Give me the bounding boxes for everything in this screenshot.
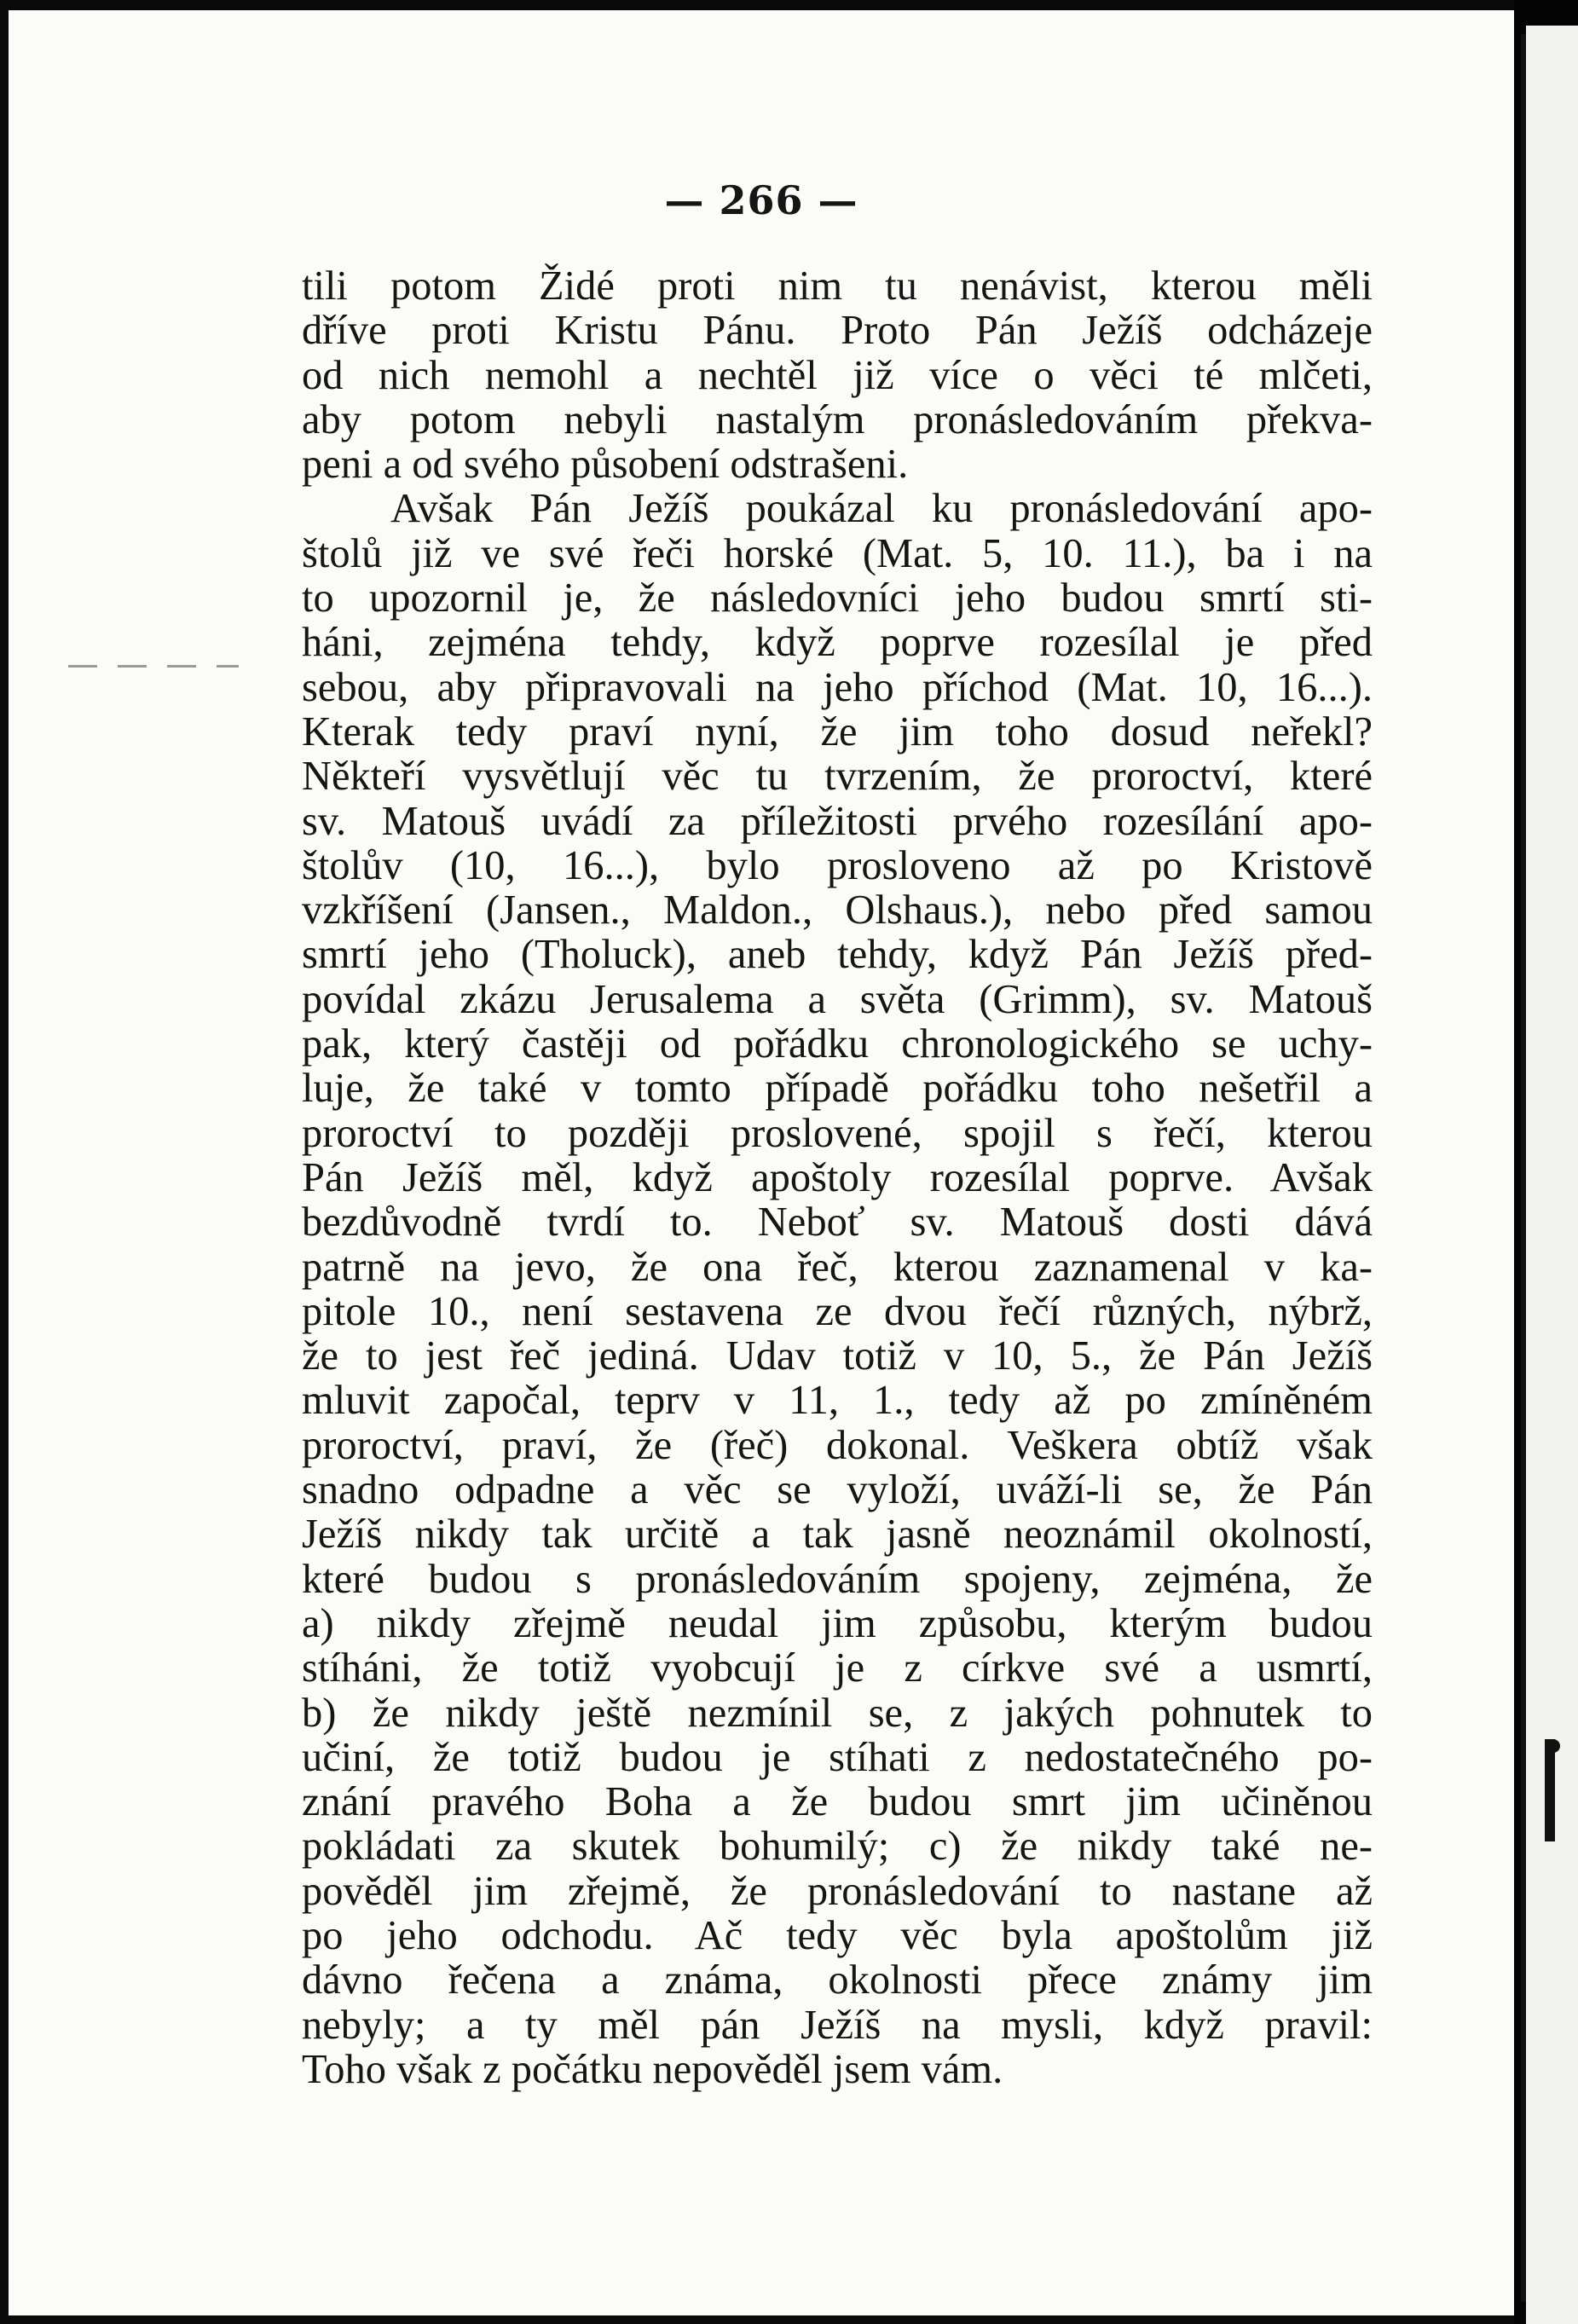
text-line: bezdůvodně tvrdí to. Neboť sv. Matouš dosti dává: [302, 1200, 1373, 1246]
text-line: štolů již ve své řeči horské (Mat. 5, 10. 11.), ba i na: [302, 530, 1373, 576]
text-line: učiní, že totiž budou je stíhati z nedostatečného po-: [302, 1734, 1373, 1780]
text-line: mluvit započal, teprv v 11, 1., tedy až po zmíněném: [302, 1378, 1373, 1424]
text-line: háni, zejména tehdy, když poprve rozesílal je před: [302, 620, 1373, 666]
text-line: znání pravého Boha a že budou smrt jim učiněnou: [302, 1779, 1373, 1825]
text-line: pitole 10., není sestavena ze dvou řečí různých, nýbrž,: [302, 1288, 1373, 1334]
text-line: Někteří vysvětlují věc tu tvrzením, že proroctví, které: [302, 754, 1373, 800]
text-line: že to jest řeč jediná. Udav totiž v 10, 5., že Pán Ježíš: [302, 1333, 1373, 1379]
text-line: po jeho odchodu. Ač tedy věc byla apoštolům již: [302, 1912, 1373, 1958]
adjacent-page-edge: [1526, 26, 1578, 2324]
page-number: — 266 —: [664, 177, 858, 223]
text-line: štolův (10, 16...), bylo prosloveno až po Kristově: [302, 842, 1373, 888]
text-line: peni a od svého působení odstrašeni.: [302, 442, 909, 488]
text-line: smrtí jeho (Tholuck), aneb tehdy, když Pán Ježíš před-: [302, 932, 1373, 978]
text-line: Toho však z počátku nepověděl jsem vám.: [302, 2046, 1003, 2092]
text-line: b) že nikdy ještě nezmínil se, z jakých pohnutek to: [302, 1690, 1373, 1736]
text-line: sv. Matouš uvádí za příležitosti prvého rozesílání apo-: [302, 798, 1373, 844]
page-gutter-line: [1521, 34, 1526, 2302]
text-line: nebyly; a ty měl pán Ježíš na mysli, když pravil:: [302, 2002, 1373, 2048]
text-line: Pán Ježíš měl, když apoštoly rozesílal poprve. Avšak: [302, 1154, 1373, 1200]
text-line: Ježíš nikdy tak určitě a tak jasně neoznámil okolností,: [302, 1512, 1373, 1558]
text-line: a) nikdy zřejmě neudal jim způsobu, kterým budou: [302, 1600, 1373, 1646]
text-line: Avšak Pán Ježíš poukázal ku pronásledování apo-: [390, 486, 1373, 532]
text-line: pověděl jim zřejmě, že pronásledování to nastane až: [302, 1868, 1373, 1914]
text-line: povídal zkázu Jerusalema a světa (Grimm), sv. Matouš: [302, 976, 1373, 1022]
book-page: [9, 10, 1514, 2315]
text-line: pak, který častěji od pořádku chronologického se uchy-: [302, 1021, 1373, 1067]
text-line: Kterak tedy praví nyní, že jim toho dosud neřekl?: [302, 708, 1373, 754]
text-line: pokládati za skutek bohumilý; c) že nikdy také ne-: [302, 1824, 1373, 1870]
text-line: aby potom nebyli nastalým pronásledováním překva-: [302, 396, 1373, 442]
text-line: luje, že také v tomto případě pořádku toho nešetřil a: [302, 1066, 1373, 1112]
text-line: dávno řečena a známa, okolnosti přece známy jim: [302, 1957, 1373, 2003]
text-line: proroctví to později proslovené, spojil s řečí, kterou: [302, 1110, 1373, 1156]
text-line: to upozornil je, že následovníci jeho budou smrtí sti-: [302, 575, 1373, 621]
text-line: proroctví, praví, že (řeč) dokonal. Veškera obtíž však: [302, 1422, 1373, 1468]
binding-mark: [1545, 1739, 1555, 1841]
margin-dash-mark: [68, 665, 239, 668]
binding-dot: [1546, 1739, 1560, 1753]
text-line: tili potom Židé proti nim tu nenávist, kterou měli: [302, 263, 1373, 309]
text-line: od nich nemohl a nechtěl již více o věci té mlčeti,: [302, 352, 1373, 398]
text-line: patrně na jevo, že ona řeč, kterou zaznamenal v ka-: [302, 1244, 1373, 1290]
body-text: [302, 264, 1373, 2092]
text-line: sebou, aby připravovali na jeho příchod (Mat. 10, 16...).: [302, 664, 1373, 710]
text-line: snadno odpadne a věc se vyloží, uváží-li se, že Pán: [302, 1467, 1373, 1513]
text-line: stíháni, že totiž vyobcují je z církve své a usmrtí,: [302, 1645, 1373, 1691]
text-line: vzkříšení (Jansen., Maldon., Olshaus.), nebo před samou: [302, 887, 1373, 934]
text-line: které budou s pronásledováním spojeny, zejména, že: [302, 1556, 1373, 1602]
text-line: dříve proti Kristu Pánu. Proto Pán Ježíš odcházeje: [302, 308, 1373, 354]
